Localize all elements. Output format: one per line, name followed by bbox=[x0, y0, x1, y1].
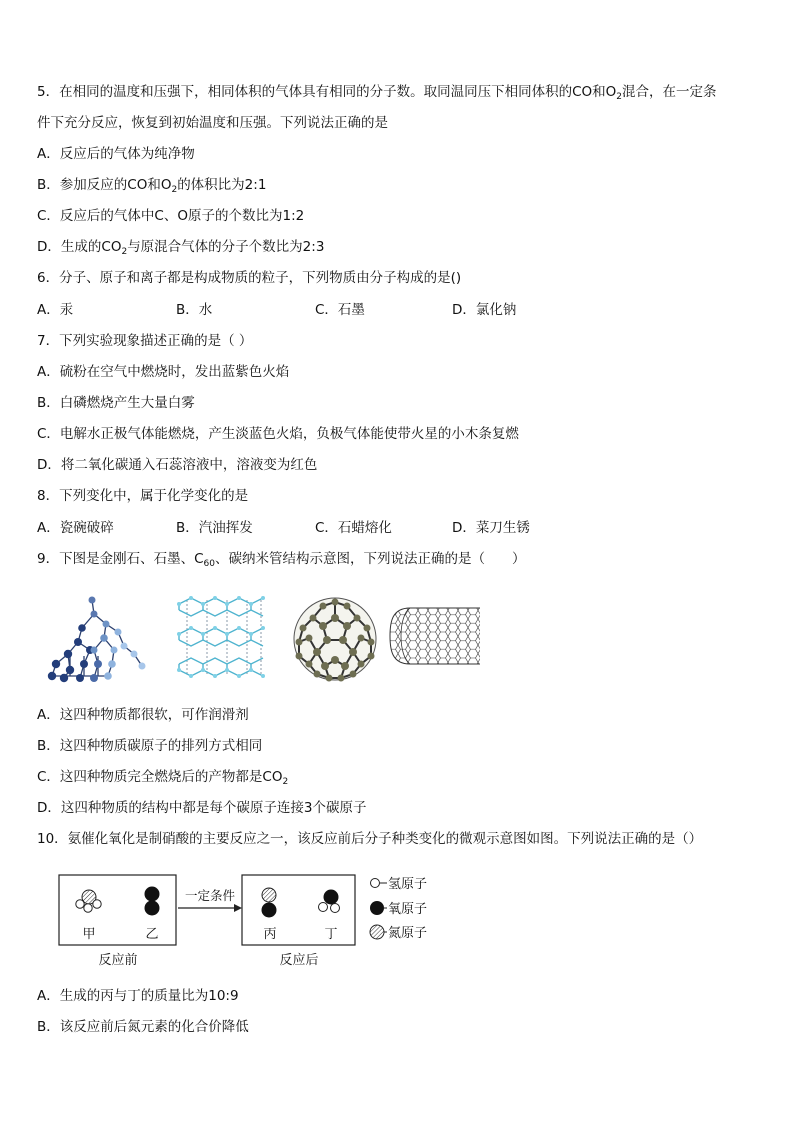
water-molecule bbox=[319, 890, 340, 913]
legend-nitrogen-label: 氮原子 bbox=[388, 926, 428, 941]
q6-option-a: A．汞 bbox=[37, 302, 74, 318]
q9-option-d: D．这四种物质的结构中都是每个碳原子连接3个碳原子 bbox=[37, 800, 367, 816]
q9-stem bbox=[37, 550, 525, 568]
q9-option-b: B．这四种物质碳原子的排列方式相同 bbox=[37, 738, 263, 754]
q7-option-d: D．将二氧化碳通入石蕊溶液中，溶液变为红色 bbox=[37, 457, 318, 473]
q6-option-b: B．水 bbox=[176, 302, 213, 318]
carbon-nanotube-image bbox=[388, 606, 480, 666]
legend-hydrogen-label: 氢原子 bbox=[388, 877, 428, 892]
q9-option-a: A．这四种物质都很软，可作润滑剂 bbox=[37, 707, 249, 723]
q9-stem-part1: 9．下图是金刚石、石墨、C bbox=[37, 551, 204, 567]
c60-structure-image bbox=[287, 594, 383, 684]
nitric-oxide-molecule bbox=[262, 888, 277, 918]
q9-option-c-sub: 2 bbox=[282, 777, 289, 787]
label-after: 反应后 bbox=[279, 953, 319, 968]
q8-option-c: C．石蜡熔化 bbox=[315, 520, 392, 536]
label-yi: 乙 bbox=[145, 927, 159, 942]
label-before: 反应前 bbox=[98, 953, 138, 968]
q5-option-d bbox=[37, 238, 324, 256]
q8-option-d: D．菜刀生锈 bbox=[452, 520, 530, 536]
q5-stem-line2: 件下充分反应，恢复到初始温度和压强。下列说法正确的是 bbox=[37, 115, 388, 131]
q10-option-a: A．生成的丙与丁的质量比为10:9 bbox=[37, 988, 239, 1004]
q8-stem: 8．下列变化中，属于化学变化的是 bbox=[37, 488, 249, 504]
q9-stem-part2: 、碳纳米管结构示意图，下列说法正确的是（ ） bbox=[214, 551, 526, 567]
q6-stem: 6．分子、原子和离子都是构成物质的粒子，下列物质由分子构成的是() bbox=[37, 270, 462, 286]
q5-option-c: C．反应后的气体中C、O原子的个数比为1:2 bbox=[37, 208, 305, 224]
q9-option-c bbox=[37, 768, 288, 786]
q5-option-b-pre: B．参加反应的CO和O bbox=[37, 177, 172, 193]
q7-option-c: C．电解水正极气体能燃烧，产生淡蓝色火焰，负极气体能使带火星的小木条复燃 bbox=[37, 426, 519, 442]
legend-oxygen-label: 氧原子 bbox=[388, 902, 428, 917]
label-bing: 丙 bbox=[263, 927, 277, 942]
q7-stem: 7．下列实验现象描述正确的是（ ） bbox=[37, 333, 253, 349]
reaction-condition: 一定条件 bbox=[184, 888, 236, 903]
q6-option-c: C．石墨 bbox=[315, 302, 365, 318]
q9-c60-subscript: 60 bbox=[203, 559, 215, 569]
q5-o2-subscript: 2 bbox=[616, 92, 623, 102]
q5-option-b-post: 的体积比为2:1 bbox=[177, 177, 267, 193]
label-jia: 甲 bbox=[82, 927, 96, 942]
q5-option-b-sub: 2 bbox=[171, 185, 178, 195]
ammonia-molecule bbox=[76, 890, 101, 912]
arrow-head-icon bbox=[234, 904, 242, 912]
q5-option-a: A．反应后的气体为纯净物 bbox=[37, 146, 195, 162]
oxygen-molecule bbox=[145, 887, 160, 916]
q5-stem-line1 bbox=[37, 83, 717, 101]
q7-option-a: A．硫粉在空气中燃烧时，发出蓝紫色火焰 bbox=[37, 364, 290, 380]
q5-option-d-sub: 2 bbox=[121, 247, 128, 257]
q7-option-b: B．白磷燃烧产生大量白雾 bbox=[37, 395, 195, 411]
q5-option-d-post: 与原混合气体的分子个数比为2:3 bbox=[127, 239, 325, 255]
q5-stem-part2: 混合，在一定条 bbox=[622, 84, 717, 100]
legend bbox=[370, 877, 427, 941]
reaction-diagram bbox=[54, 866, 454, 974]
graphite-structure-image bbox=[173, 590, 269, 682]
legend-hydrogen-icon bbox=[371, 879, 380, 888]
q8-option-b: B．汽油挥发 bbox=[176, 520, 253, 536]
q6-option-d: D．氯化钠 bbox=[452, 302, 517, 318]
q10-stem: 10．氨催化氧化是制硝酸的主要反应之一，该反应前后分子种类变化的微观示意图如图。下列说法正确的是（） bbox=[37, 831, 703, 847]
label-ding: 丁 bbox=[324, 927, 338, 942]
diamond-structure-image bbox=[42, 592, 152, 684]
legend-oxygen-icon bbox=[370, 901, 384, 915]
q5-stem-part1: 5．在相同的温度和压强下，相同体积的气体具有相同的分子数。取同温同压下相同体积的CO和O bbox=[37, 84, 617, 100]
q5-option-b bbox=[37, 176, 266, 194]
q5-option-d-pre: D．生成的CO bbox=[37, 239, 122, 255]
q9-option-c-pre: C．这四种物质完全燃烧后的产物都是CO bbox=[37, 769, 283, 785]
legend-nitrogen-icon bbox=[370, 925, 384, 939]
q10-option-b: B．该反应前后氮元素的化合价降低 bbox=[37, 1019, 249, 1035]
q8-option-a: A．瓷碗破碎 bbox=[37, 520, 114, 536]
